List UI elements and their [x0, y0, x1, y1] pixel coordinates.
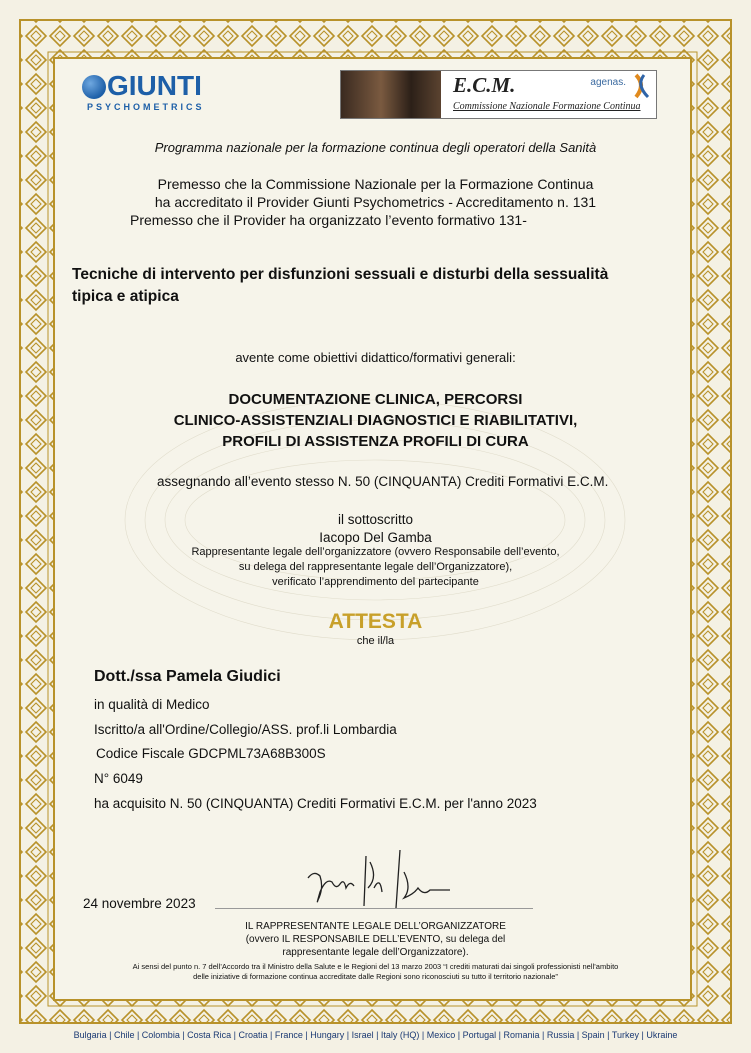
- signatory-role-3: verificato l’apprendimento del partecipante: [272, 576, 479, 588]
- programme-line: Programma nazionale per la formazione continua degli operatori della Sanità: [154, 140, 597, 155]
- intro-line-1: Premesso che la Commissione Nazionale per la Formazione Continua: [157, 176, 594, 192]
- legal-line-2: (ovvero IL RESPONSABILE DELL’EVENTO, su delega del: [245, 934, 506, 945]
- intro-line-2: ha accreditato il Provider Giunti Psychometrics - Accreditamento n. 131: [154, 194, 597, 210]
- giunti-logo: GIUNTI PSYCHOMETRICS: [82, 72, 232, 116]
- event-title-1: Tecniche di intervento per disfunzioni sessuali e disturbi della sessualità: [72, 266, 609, 283]
- agenas-label: agenas.: [590, 77, 626, 88]
- legal-note-2: delle iniziative di formazione continua accreditate dalle Regioni sono riconosciuti su tutto il territorio nazionale”: [193, 972, 558, 981]
- participant-number: N° 6049: [94, 771, 143, 786]
- participant-fiscal-code: Codice Fiscale GDCPML73A68B300S: [96, 746, 326, 761]
- credits-assigned: assegnando all’evento stesso N. 50 (CINQUANTA) Crediti Formativi E.C.M.: [157, 474, 609, 489]
- signatory-role-2: su delega del rappresentante legale dell’Organizzatore),: [238, 561, 513, 573]
- signature-line: [215, 908, 533, 909]
- objective-line-1: DOCUMENTAZIONE CLINICA, PERCORSI: [228, 391, 523, 408]
- attesta-sub: che il/la: [356, 635, 395, 647]
- participant-order: Iscritto/a all'Ordine/Collegio/ASS. prof.li Lombardia: [94, 722, 397, 737]
- issue-date: 24 novembre 2023: [83, 896, 196, 911]
- objective-line-2: CLINICO-ASSISTENZIALI DIAGNOSTICI E RIABILITATIVI,: [173, 412, 578, 429]
- ecm-subtitle: Commissione Nazionale Formazione Continua: [453, 101, 641, 112]
- signatory-role-1: Rappresentante legale dell’organizzatore (ovvero Responsabile dell’evento,: [191, 546, 560, 558]
- legal-note-1: Ai sensi del punto n. 7 dell’Accordo tra il Ministro della Salute e le Regioni del 13 marzo 2003 “I crediti maturati dai singoli professionisti nell’ambito: [132, 962, 619, 971]
- legal-line-3: rappresentante legale dell’Organizzatore).: [282, 947, 469, 958]
- countries-list: Bulgaria | Chile | Colombia | Costa Rica | Croatia | France | Hungary | Israel | Italy (HQ) | Mexico | Portugal | Romania | Russia | Spain | Turkey | Ukraine: [73, 1030, 678, 1040]
- agenas-icon: [632, 73, 652, 99]
- ecm-title: E.C.M.: [453, 73, 516, 97]
- participant-name: Dott./ssa Pamela Giudici: [94, 668, 281, 685]
- legal-line-1: IL RAPPRESENTANTE LEGALE DELL’ORGANIZZATORE: [245, 921, 506, 932]
- participant-credits: ha acquisito N. 50 (CINQUANTA) Crediti Formativi E.C.M. per l'anno 2023: [94, 796, 537, 811]
- undersigned-label: il sottoscritto: [337, 512, 414, 527]
- signatory-name: Iacopo Del Gamba: [319, 530, 432, 545]
- painting-image: [341, 71, 441, 118]
- ecm-logo: [340, 70, 657, 119]
- objectives-intro: avente come obiettivi didattico/formativi generali:: [235, 350, 516, 365]
- globe-icon: [82, 75, 106, 99]
- attesta-heading: ATTESTA: [328, 610, 423, 633]
- intro-line-3: Premesso che il Provider ha organizzato l’evento formativo 131-: [130, 212, 527, 228]
- participant-quality: in qualità di Medico: [94, 697, 210, 712]
- objective-line-3: PROFILI DI ASSISTENZA PROFILI DI CURA: [222, 433, 529, 450]
- event-title-2: tipica e atipica: [72, 288, 179, 305]
